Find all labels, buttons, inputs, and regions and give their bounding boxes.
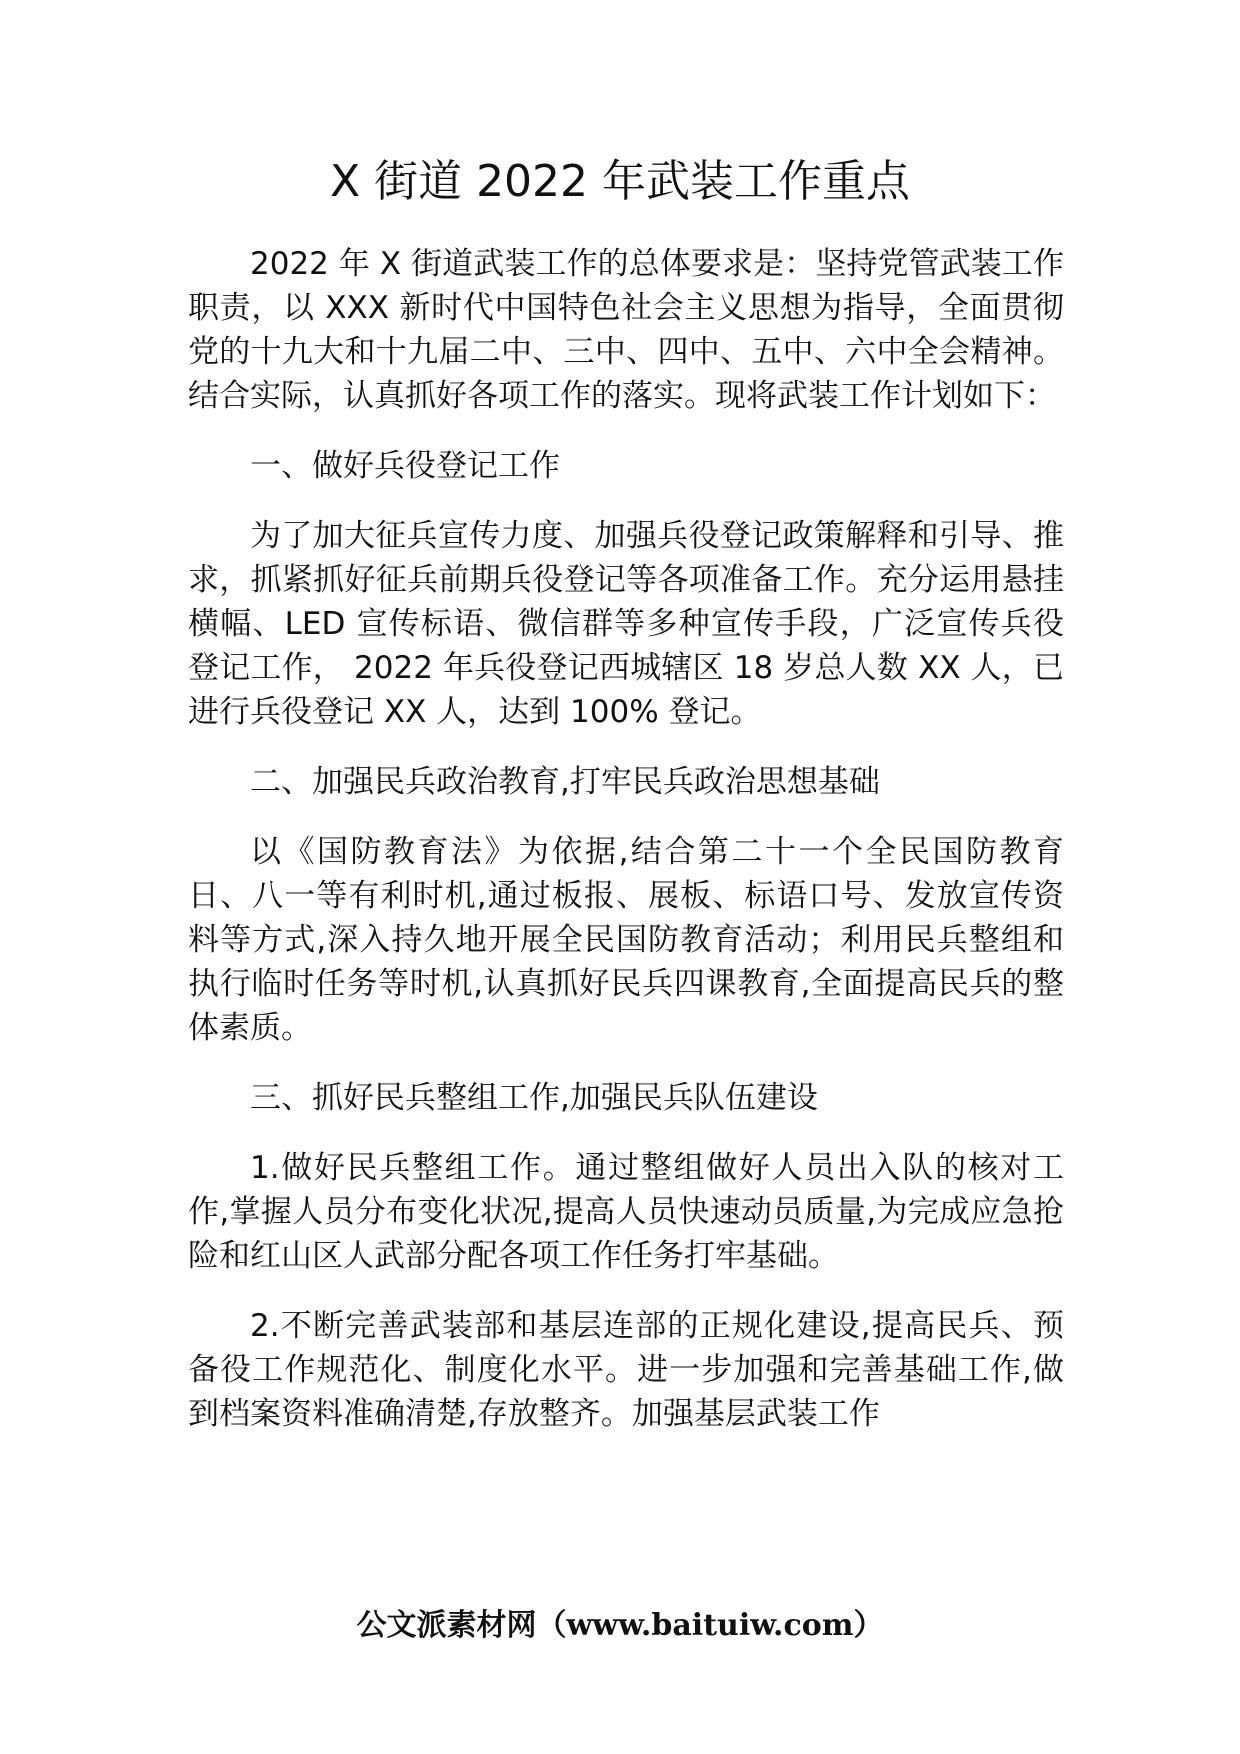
section-heading-2: 二、加强民兵政治教育,打牢民兵政治思想基础 xyxy=(250,764,880,800)
footer-watermark: 公文派素材网（www.baituiw.com） xyxy=(356,1608,884,1643)
section-3-paragraph-2: 2.不断完善武装部和基层连部的正规化建设,提高民兵、预备役工作规范化、制度化水平。进一步加强和完善基础工作,做到档案资料准确清楚,存放整齐。加强基层武装工作 xyxy=(188,1308,1064,1432)
section-3-paragraph-1: 1.做好民兵整组工作。通过整组做好人员出入队的核对工作,掌握人员分布变化状况,提高人员快速动员质量,为完成应急抢险和红山区人武部分配各项工作任务打牢基础。 xyxy=(188,1150,1064,1274)
section-1-paragraph-1: 为了加大征兵宣传力度、加强兵役登记政策解释和引导、推 求，抓紧抓好征兵前期兵役登记等各项准备工作。充分运用悬挂横幅、LED 宣传标语、微信群等多种宣传手段，广泛宣传兵役登记工作， 2022 年兵役登记西城辖区 18 岁总人数 XX 人，已进行兵役登记 XX 人，达到 100% 登记。 xyxy=(188,518,1064,730)
section-heading-3: 三、抓好民兵整组工作,加强民兵队伍建设 xyxy=(250,1080,818,1116)
section-heading-1: 一、做好兵役登记工作 xyxy=(250,448,560,484)
document-title: X 街道 2022 年武装工作重点 xyxy=(329,156,911,207)
section-2-paragraph-1: 以《国防教育法》为依据,结合第二十一个全民国防教育日、八一等有利时机,通过板报、展板、标语口号、发放宣传资料等方式,深入持久地开展全民国防教育活动；利用民兵整组和执行临时任务等时机,认真抓好民兵四课教育,全面提高民兵的整体素质。 xyxy=(188,834,1064,1046)
document-body xyxy=(188,242,1064,1462)
intro-paragraph: 2022 年 X 街道武装工作的总体要求是：坚持党管武装工作职责，以 XXX 新时代中国特色社会主义思想为指导，全面贯彻党的十九大和十九届二中、三中、四中、五中、六中全会精神。结合实际，认真抓好各项工作的落实。现将武装工作计划如下： xyxy=(188,246,1064,414)
